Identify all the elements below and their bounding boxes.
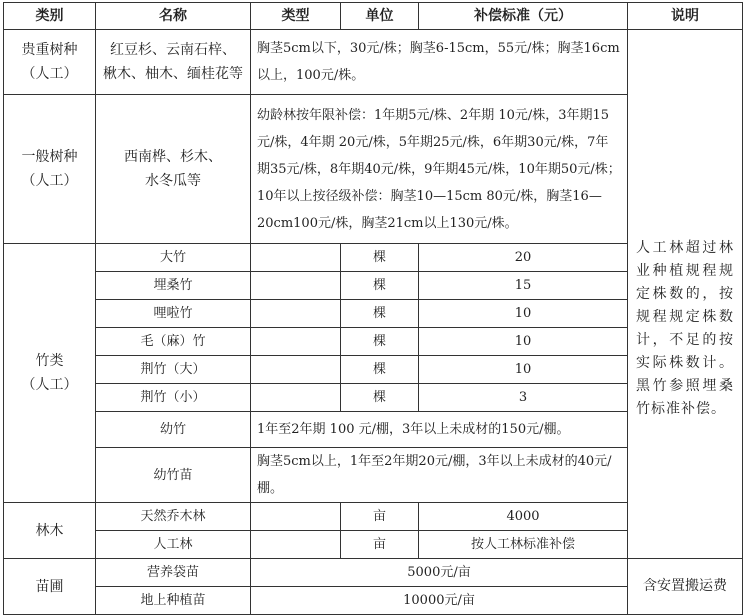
type-cell <box>251 384 341 412</box>
type-cell <box>251 356 341 384</box>
header-category: 类别 <box>4 3 96 30</box>
type-cell <box>251 272 341 300</box>
name-cell: 地上种植苗 <box>96 587 251 615</box>
type-cell <box>251 328 341 356</box>
unit-cell: 亩 <box>341 503 419 531</box>
name-cell: 毛（麻）竹 <box>96 328 251 356</box>
name-cell: 人工林 <box>96 531 251 559</box>
standard-cell: 20 <box>419 244 628 272</box>
standard-cell: 10000元/亩 <box>251 587 628 615</box>
standard-cell: 幼龄林按年限补偿：1年期5元/株、2年期 10元/株，3年期15元/株，4年期 20元/株，5年期25元/株，6年期30元/株，7年期35元/株，8年期40元/株，9年期45元/株，10年期50元/株；10年以上按径级补偿：胸茎10—15cm 80元/株，胸茎16—20cm100元/株，胸茎21cm以上130元/株。 <box>251 95 628 244</box>
standard-cell: 15 <box>419 272 628 300</box>
category-cell <box>4 95 96 244</box>
category-label: 一般树种 <box>21 149 78 165</box>
category-sublabel: （人工） <box>21 66 78 82</box>
header-row <box>4 3 743 30</box>
header-note: 说明 <box>628 3 743 30</box>
standard-cell: 按人工林标准补偿 <box>419 531 628 559</box>
unit-cell: 棵 <box>341 272 419 300</box>
standard-cell: 5000元/亩 <box>251 559 628 587</box>
unit-cell: 棵 <box>341 328 419 356</box>
name-cell: 荆竹（大） <box>96 356 251 384</box>
unit-cell: 棵 <box>341 300 419 328</box>
table-row-precious <box>4 30 743 95</box>
category-cell <box>4 30 96 95</box>
name-line: 水冬瓜等 <box>145 173 201 189</box>
standard-cell: 10 <box>419 328 628 356</box>
header-unit: 单位 <box>341 3 419 30</box>
category-label: 竹类 <box>35 353 64 369</box>
unit-cell: 亩 <box>341 531 419 559</box>
standard-cell: 1年至2年期 100 元/棚，3年以上未成材的150元/棚。 <box>251 412 628 448</box>
name-line: 西南桦、杉木、 <box>124 149 222 165</box>
note-cell-main: 人工林超过林业种植规程规定株数的，按规程规定株数计，不足的按实际株数计。黑竹参照埋桑竹标准补偿。 <box>628 30 743 559</box>
name-cell: 幼竹苗 <box>96 448 251 503</box>
name-cell: 幼竹 <box>96 412 251 448</box>
standard-cell: 10 <box>419 300 628 328</box>
type-cell <box>251 300 341 328</box>
name-cell: 哩啦竹 <box>96 300 251 328</box>
standard-cell: 胸茎5cm以下，30元/株；胸茎6-15cm，55元/株；胸茎16cm以上，100元/株。 <box>251 30 628 95</box>
header-type: 类型 <box>251 3 341 30</box>
table-row <box>4 559 743 587</box>
category-sublabel: （人工） <box>21 173 78 189</box>
standard-cell: 胸茎5cm以上，1年至2年期20元/棚，3年以上未成材的40元/棚。 <box>251 448 628 503</box>
type-cell <box>251 244 341 272</box>
type-cell <box>251 503 341 531</box>
name-cell: 埋桑竹 <box>96 272 251 300</box>
name-cell <box>96 95 251 244</box>
unit-cell: 棵 <box>341 356 419 384</box>
name-cell <box>96 30 251 95</box>
name-cell: 营养袋苗 <box>96 559 251 587</box>
name-cell: 荆竹（小） <box>96 384 251 412</box>
category-cell <box>4 244 96 503</box>
compensation-table <box>3 2 743 615</box>
header-name: 名称 <box>96 3 251 30</box>
name-cell: 大竹 <box>96 244 251 272</box>
type-cell <box>251 531 341 559</box>
category-sublabel: （人工） <box>21 377 78 393</box>
standard-cell: 3 <box>419 384 628 412</box>
standard-cell: 10 <box>419 356 628 384</box>
name-line: 楸木、柚木、缅桂花等 <box>103 66 243 82</box>
header-standard: 补偿标准（元） <box>419 3 628 30</box>
note-cell-nursery: 含安置搬运费 <box>628 559 743 615</box>
unit-cell: 棵 <box>341 384 419 412</box>
category-label: 贵重树种 <box>21 42 78 58</box>
category-cell: 林木 <box>4 503 96 559</box>
category-cell: 苗圃 <box>4 559 96 615</box>
unit-cell: 棵 <box>341 244 419 272</box>
standard-cell: 4000 <box>419 503 628 531</box>
name-cell: 天然乔木林 <box>96 503 251 531</box>
name-line: 红豆杉、云南石梓、 <box>110 42 236 58</box>
